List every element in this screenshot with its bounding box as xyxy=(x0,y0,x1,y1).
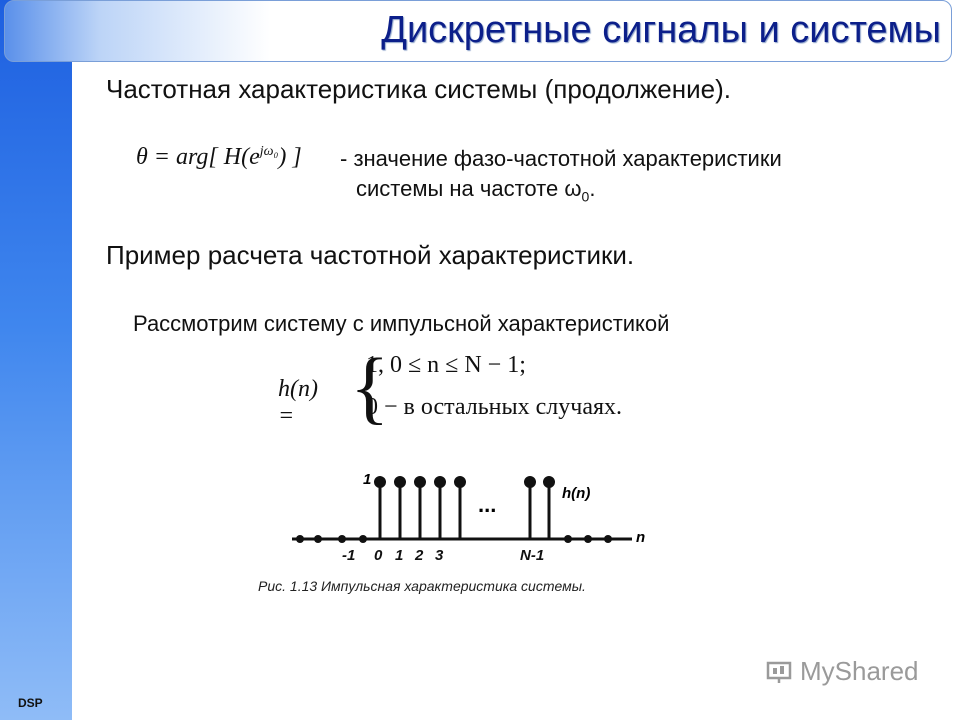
tick-label: 0 xyxy=(374,547,383,564)
hn-lhs: h(n) = xyxy=(278,376,318,429)
tick-label: 1 xyxy=(395,547,404,564)
stem-head xyxy=(436,478,445,487)
stem-head xyxy=(526,478,535,487)
sample-point xyxy=(296,535,304,543)
tick-label: -1 xyxy=(342,547,356,564)
series-label: h(n) xyxy=(562,485,591,502)
footer-label: DSP xyxy=(18,696,43,710)
tick-label: N-1 xyxy=(520,547,545,564)
consider-text: Рассмотрим систему с импульсной характеристикой xyxy=(133,311,670,336)
impulse-response-plot xyxy=(270,462,670,572)
phase-description-line2 xyxy=(356,176,595,204)
sample-point xyxy=(359,535,367,543)
sample-point xyxy=(604,535,612,543)
slide-title: Дискретные сигналы и системы xyxy=(381,9,941,51)
heading-example: Пример расчета частотной характеристики. xyxy=(106,240,635,270)
hn-case-1: 1, 0 ≤ n ≤ N − 1; xyxy=(366,352,526,378)
ellipsis: ... xyxy=(478,492,497,517)
unit-stems xyxy=(376,478,554,540)
hn-case-2: 0 − в остальных случаях. xyxy=(366,394,623,420)
y-label-top: 1 xyxy=(363,471,372,488)
sample-point xyxy=(314,535,322,543)
sample-point xyxy=(564,535,572,543)
stem-head xyxy=(396,478,405,487)
stem-head xyxy=(376,478,385,487)
theta-formula-main: θ = arg[ H(e xyxy=(136,144,260,170)
theta-formula-end: ) ] xyxy=(278,144,302,170)
watermark-text: MyShared xyxy=(800,656,919,686)
desc2-end: . xyxy=(589,176,596,201)
stem-head xyxy=(545,478,554,487)
tick-label: 2 xyxy=(415,547,424,564)
stem-head xyxy=(456,478,465,487)
theta-formula-sup: jω₀ xyxy=(259,144,279,159)
side-bar xyxy=(0,0,72,720)
tick-labels xyxy=(342,547,544,564)
brace-icon: { xyxy=(350,341,390,432)
tick-label: 3 xyxy=(435,547,444,564)
desc2-text: системы на частоте ω xyxy=(356,176,582,201)
watermark xyxy=(766,656,919,687)
heading-frequency-response: Частотная характеристика системы (продолжение). xyxy=(106,74,731,104)
desc2-sub: 0 xyxy=(581,188,590,205)
presentation-icon xyxy=(766,660,794,684)
stem-head xyxy=(416,478,425,487)
theta-formula xyxy=(136,144,302,171)
phase-description-line1: - значение фазо-частотной характеристики xyxy=(340,146,782,171)
sample-point xyxy=(338,535,346,543)
title-box xyxy=(4,0,952,62)
axis-label-n: n xyxy=(636,529,646,546)
figure-caption: Рис. 1.13 Импульсная характеристика системы. xyxy=(258,578,586,594)
sample-point xyxy=(584,535,592,543)
